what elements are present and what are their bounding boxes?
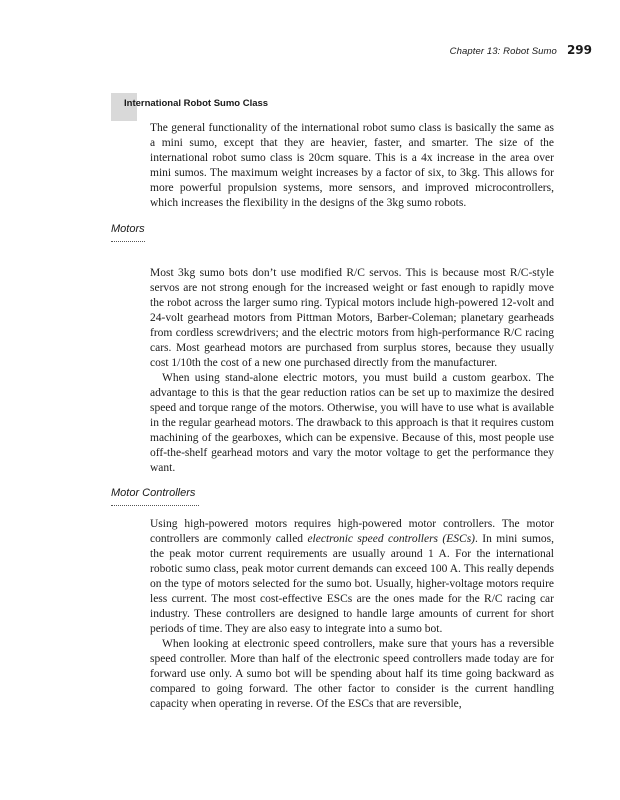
motor-controllers-heading: Motor Controllers bbox=[111, 487, 196, 499]
motors-heading: Motors bbox=[111, 223, 145, 235]
paragraph: The general functionality of the international robot sumo class is basically the same as a mini sumo, except that they are heavier, faster, and smarter. The size of the international robot sumo class is 20cm square. This is a 4x increase in the area over mini sumos. The maximum weight increases by a factor of six, to 3kg. This allows for more powerful propulsion systems, more sensors, and improved microcontrollers, which increases the flexibility in the designs of the 3kg sumo robots. bbox=[150, 122, 554, 209]
emphasized-term: electronic speed controllers (ESCs) bbox=[307, 533, 476, 545]
motors-body bbox=[150, 266, 554, 476]
intl-class-body bbox=[150, 121, 554, 211]
running-header bbox=[450, 43, 592, 57]
page-number: 299 bbox=[566, 43, 592, 57]
paragraph: Most 3kg sumo bots don’t use modified R/C servos. This is because most R/C-style servos are not strong enough for the increased weight or fast enough to rapidly move the robot across the larger sumo ring. Typical motors include high-powered 12-volt and 24-volt gearhead motors from Pittman Motors, Barber-Coleman; planetary gearheads from cordless screwdrivers; and the electric motors from high-performance R/C racing cars. Most gearhead motors are purchased from surplus stores, because they usually cost 1/10th the cost of a new one purchased directly from the manufacturer. bbox=[150, 267, 554, 369]
paragraph: When looking at electronic speed controllers, make sure that yours has a reversible speed controller. More than half of the electronic speed controllers made today are for forward use only. A sumo bot will be spending about half its time going backward as compared to going forward. The other factor to consider is the current handling capacity when operating in reverse. Of the ESCs that are reversible, bbox=[150, 638, 554, 710]
paragraph: When using stand-alone electric motors, you must build a custom gearbox. The advantage to this is that the gear reduction ratios can be set up to maximize the desired speed and torque range of the motors. Otherwise, you will have to use what is available in the regular gearhead motors. The drawback to this approach is that it requires custom machining of the gearboxes, which can be expensive. Because of this, most people use off-the-shelf gearhead motors and vary the motor voltage to get the performance they want. bbox=[150, 372, 554, 474]
intl-class-heading: International Robot Sumo Class bbox=[124, 98, 269, 109]
motor-controllers-body bbox=[150, 517, 554, 712]
motor-controllers-heading-rule bbox=[111, 505, 199, 506]
paragraph bbox=[150, 517, 554, 637]
motors-heading-rule bbox=[111, 241, 145, 242]
text-run: . In mini sumos, the peak motor current requirements are usually around 1 A. For the international robotic sumo class, peak motor current demands can exceed 100 A. This really depends on the type of motors selected for the sumo bot. Usually, higher-voltage motors require less current. The most cost-effective ESCs are the ones made for the R/C racing car industry. These controllers are designed to handle large amounts of current for short periods of time. They are also easy to integrate into a sumo bot. bbox=[150, 533, 555, 635]
chapter-title: Chapter 13: Robot Sumo bbox=[449, 46, 557, 57]
text-run: Using high-powered motors requires high-powered motor controllers. The motor controllers are commonly called bbox=[150, 518, 554, 545]
